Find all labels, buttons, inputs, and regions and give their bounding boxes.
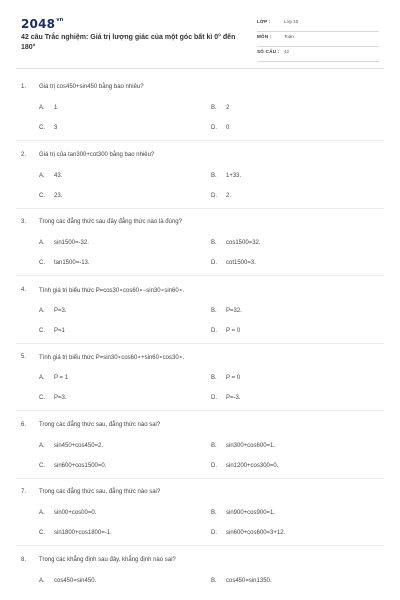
option-text: cos450=sin1350. bbox=[226, 577, 272, 584]
option-letter: B. bbox=[211, 375, 217, 381]
meta-row-count bbox=[257, 47, 379, 62]
answer-option[interactable] bbox=[39, 443, 103, 449]
answer-option[interactable] bbox=[211, 530, 285, 536]
answer-option[interactable] bbox=[211, 125, 229, 131]
option-letter: A. bbox=[39, 307, 45, 314]
answer-option[interactable] bbox=[39, 328, 65, 334]
option-text: 1 bbox=[54, 105, 58, 111]
answer-option[interactable] bbox=[211, 463, 278, 469]
answer-option[interactable] bbox=[39, 260, 90, 266]
question-text: Tính giá trị biểu thức P=cos30∘cos60∘−sin30∘sin60∘. bbox=[39, 287, 185, 294]
answer-option[interactable] bbox=[39, 173, 62, 179]
answer-option[interactable] bbox=[39, 240, 89, 246]
answer-option[interactable] bbox=[39, 125, 57, 131]
option-text: P=-3. bbox=[226, 395, 241, 401]
page-title: 42 câu Trắc nghiệm: Giá trị lượng giác của một góc bất kì 0° đến 180° bbox=[21, 34, 236, 51]
question-divider bbox=[16, 545, 384, 546]
logo-text: 2048 bbox=[21, 17, 56, 31]
option-text: 0 bbox=[226, 125, 230, 131]
option-text: 23. bbox=[54, 192, 63, 199]
question-text: Trong các đẳng thức sau, đẳng thức nào sai? bbox=[39, 421, 161, 428]
meta-value: Toán bbox=[284, 34, 294, 39]
option-text: 2. bbox=[226, 192, 232, 199]
option-text: P=3. bbox=[54, 307, 67, 314]
option-letter: B. bbox=[211, 442, 217, 449]
option-letter: D. bbox=[211, 327, 217, 334]
answer-option[interactable] bbox=[39, 578, 96, 584]
option-letter: A. bbox=[39, 510, 45, 516]
question-divider bbox=[16, 410, 384, 411]
answer-option[interactable] bbox=[39, 105, 57, 111]
option-letter: B. bbox=[211, 105, 217, 111]
option-text: 2 bbox=[226, 105, 230, 111]
answer-option[interactable] bbox=[39, 193, 62, 199]
answer-option[interactable] bbox=[211, 193, 231, 199]
option-text: tan1500=-13. bbox=[54, 260, 90, 266]
site-logo[interactable] bbox=[21, 17, 63, 31]
answer-option[interactable] bbox=[211, 105, 229, 111]
answer-option[interactable] bbox=[211, 260, 256, 266]
option-letter: C. bbox=[39, 192, 45, 199]
question-divider bbox=[16, 208, 384, 209]
question-text: Tính giá trị biểu thức P=sin30∘cos60∘+sin60∘cos30∘. bbox=[39, 355, 185, 361]
option-text: P = 0 bbox=[226, 375, 241, 381]
meta-value: 42 bbox=[284, 49, 290, 54]
option-letter: D. bbox=[211, 530, 217, 536]
option-text: 3 bbox=[54, 125, 58, 131]
question-number: 3. bbox=[21, 219, 27, 225]
option-text: cos450=sin450. bbox=[54, 577, 97, 584]
meta-label: LỚP : bbox=[257, 19, 271, 24]
answer-option[interactable] bbox=[211, 328, 240, 334]
question-number: 6. bbox=[21, 421, 27, 428]
question-number: 8. bbox=[21, 556, 27, 563]
option-text: sin1800+cos1800=-1. bbox=[54, 530, 112, 536]
question-divider bbox=[16, 343, 384, 344]
option-text: P = 1 bbox=[54, 375, 69, 381]
option-letter: C. bbox=[39, 395, 45, 401]
option-text: sin1200+cos300=0. bbox=[226, 462, 279, 469]
option-text: cos1500=32. bbox=[226, 240, 261, 246]
question-number: 1. bbox=[21, 84, 27, 90]
answer-option[interactable] bbox=[211, 510, 275, 516]
answer-option[interactable] bbox=[39, 530, 112, 536]
meta-row-subject bbox=[257, 32, 379, 47]
option-letter: C. bbox=[39, 327, 45, 334]
option-letter: A. bbox=[39, 172, 45, 179]
question-divider bbox=[16, 478, 384, 479]
option-text: sin00+cos00=0. bbox=[54, 510, 97, 516]
question-text: Trong các đẳng thức sau đây đẳng thức nào là đúng? bbox=[39, 219, 182, 225]
answer-option[interactable] bbox=[39, 463, 106, 469]
question-number: 2. bbox=[21, 151, 27, 158]
option-letter: C. bbox=[39, 530, 45, 536]
answer-option[interactable] bbox=[39, 308, 67, 314]
answer-option[interactable] bbox=[211, 578, 272, 584]
answer-option[interactable] bbox=[39, 510, 96, 516]
question-number: 4. bbox=[21, 286, 27, 293]
option-letter: A. bbox=[39, 375, 45, 381]
question-number: 5. bbox=[21, 354, 27, 360]
option-text: sin600+cos600=3+12. bbox=[226, 530, 286, 536]
option-text: sin900+cos900=1. bbox=[226, 510, 276, 516]
option-letter: B. bbox=[211, 172, 217, 179]
header-divider bbox=[16, 68, 384, 69]
answer-option[interactable] bbox=[211, 308, 242, 314]
option-letter: D. bbox=[211, 192, 217, 199]
option-text: 43. bbox=[54, 172, 63, 179]
answer-option[interactable] bbox=[211, 443, 275, 449]
option-text: P = 0 bbox=[226, 327, 241, 334]
option-text: sin1500=-32. bbox=[54, 240, 89, 246]
option-text: P=3. bbox=[54, 395, 67, 401]
option-letter: C. bbox=[39, 125, 45, 131]
question-text: Trong các đẳng thức sau, đẳng thức nào sai? bbox=[39, 489, 161, 495]
option-text: sin300+cos600=1. bbox=[226, 442, 276, 449]
option-letter: A. bbox=[39, 240, 45, 246]
option-letter: A. bbox=[39, 442, 45, 449]
option-letter: C. bbox=[39, 462, 45, 469]
option-letter: D. bbox=[211, 125, 217, 131]
meta-value: Lớp 10 bbox=[284, 19, 299, 24]
option-text: P=1 bbox=[54, 327, 65, 334]
question-divider bbox=[16, 275, 384, 276]
question-text: Trong các khẳng định sau đây, khẳng định nào sai? bbox=[39, 556, 176, 563]
option-text: sin450+cos450=2. bbox=[54, 442, 104, 449]
option-letter: D. bbox=[211, 462, 217, 469]
option-letter: B. bbox=[211, 307, 217, 314]
answer-option[interactable] bbox=[39, 395, 67, 401]
question-number: 7. bbox=[21, 489, 27, 495]
question-text: Giá trị của tan300+cot300 bằng bao nhiêu? bbox=[39, 151, 155, 158]
question-text: Giá trị cos450+sin450 bằng bao nhiêu? bbox=[39, 84, 144, 90]
logo-suffix: vn bbox=[56, 17, 64, 23]
option-letter: C. bbox=[39, 260, 45, 266]
option-text: P=32. bbox=[226, 307, 242, 314]
meta-row-class bbox=[257, 17, 379, 32]
answer-option[interactable] bbox=[211, 375, 240, 381]
option-letter: B. bbox=[211, 240, 217, 246]
option-letter: B. bbox=[211, 577, 217, 584]
answer-option[interactable] bbox=[39, 375, 68, 381]
option-letter: B. bbox=[211, 510, 217, 516]
option-letter: A. bbox=[39, 577, 45, 584]
answer-option[interactable] bbox=[211, 240, 261, 246]
meta-label: MÔN : bbox=[257, 34, 272, 39]
answer-option[interactable] bbox=[211, 173, 241, 179]
answer-option[interactable] bbox=[211, 395, 241, 401]
option-letter: A. bbox=[39, 105, 45, 111]
question-divider bbox=[16, 140, 384, 141]
option-letter: D. bbox=[211, 395, 217, 401]
meta-label: SỐ CÂU : bbox=[257, 49, 280, 54]
option-letter: D. bbox=[211, 260, 217, 266]
header bbox=[0, 0, 400, 74]
option-text: sin600+cos1500=0. bbox=[54, 462, 107, 469]
meta-info bbox=[257, 17, 379, 62]
option-text: 1+33. bbox=[226, 172, 242, 179]
option-text: cot1500=3. bbox=[226, 260, 256, 266]
